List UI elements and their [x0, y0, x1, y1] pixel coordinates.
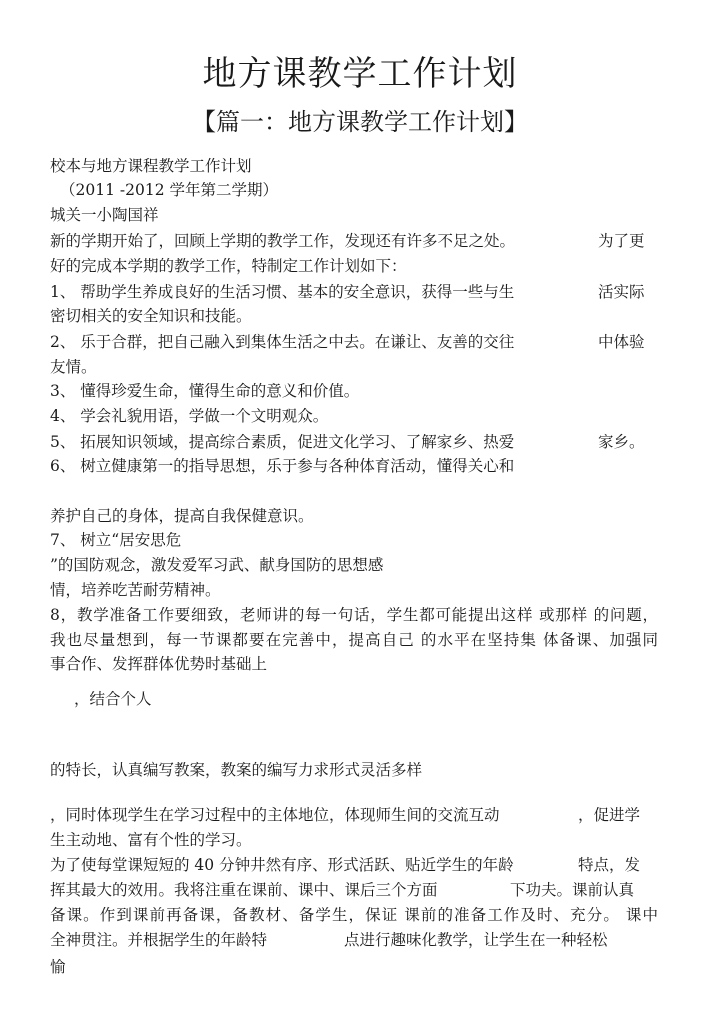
text-line: 备课。作到课前再备课，备教材、备学生，保证 课前的准备工作及时、充分。 课中 [50, 906, 658, 924]
text-line: 校本与地方课程教学工作计划 [50, 157, 252, 175]
text-line: 友情。 [50, 358, 97, 376]
text-line: （2011 -2012 学年第二学期） [60, 181, 278, 199]
text-line: 的特长，认真编写教案，教案的编写力求形式灵活多样 [50, 761, 423, 779]
text-line: 6、 树立健康第一的指导思想，乐于参与各种体育活动，懂得关心和 [50, 457, 515, 475]
text-line: 我也尽量想到，每一节课都要在完善中，提高自己 的水平在坚持集 体备课、加强同 [50, 631, 658, 649]
text-line: 7、 树立“居安思危 [50, 531, 182, 549]
text-line: 为了使每堂课短短的 40 分钟井然有序、形式活跃、贴近学生的年龄 特点，发 [50, 856, 641, 874]
text-line: 生主动地、富有个性的学习。 [50, 831, 252, 849]
text-line: 2、 乐于合群，把自己融入到集体生活之中去。在谦让、友善的交往 中体验 [50, 333, 645, 351]
text-line: ，同时体现学生在学习过程中的主体地位，体现师生间的交流互动 ，促进学 [50, 806, 641, 824]
text-line: 挥其最大的效用。我将注重在课前、课中、课后三个方面 下功夫。课前认真 [50, 881, 635, 899]
text-line: 全神贯注。并根据学生的年龄特 点进行趣味化教学，让学生在一种轻松 [50, 931, 608, 949]
document-subtitle: 【篇一：地方课教学工作计划】 [192, 108, 528, 136]
text-line: 4、 学会礼貌用语，学做一个文明观众。 [50, 407, 329, 425]
text-line: 5、 拓展知识领域，提高综合素质，促进文化学习、了解家乡、热爱 家乡。 [50, 433, 645, 451]
text-line: 3、 懂得珍爱生命，懂得生命的意义和价值。 [50, 382, 360, 400]
text-line: 新的学期开始了，回顾上学期的教学工作，发现还有许多不足之处。 为了更 [50, 232, 645, 250]
text-line: 好的完成本学期的教学工作，特制定工作计划如下： [50, 257, 407, 275]
text-line: 城关一小陶国祥 [50, 206, 159, 224]
text-line: 8，教学准备工作要细致，老师讲的每一句话，学生都可能提出这样 或那样 的问题， [50, 606, 658, 624]
text-line: 1、 帮助学生养成良好的生活习惯、基本的安全意识，获得一些与生 活实际 [50, 283, 645, 301]
text-line: 事合作、发挥群体优势时基础上 [50, 655, 268, 673]
text-line: 养护自己的身体，提高自我保健意识。 [50, 507, 314, 525]
text-line: ，结合个人 [74, 690, 152, 708]
text-line: ”的国防观念，激发爱军习武、献身国防的思想感 [50, 556, 384, 574]
text-line: 愉 [50, 958, 66, 976]
text-line: 密切相关的安全知识和技能。 [50, 307, 252, 325]
text-line: 情，培养吃苦耐劳精神。 [50, 581, 221, 599]
document-title: 地方课教学工作计划 [202, 54, 518, 94]
